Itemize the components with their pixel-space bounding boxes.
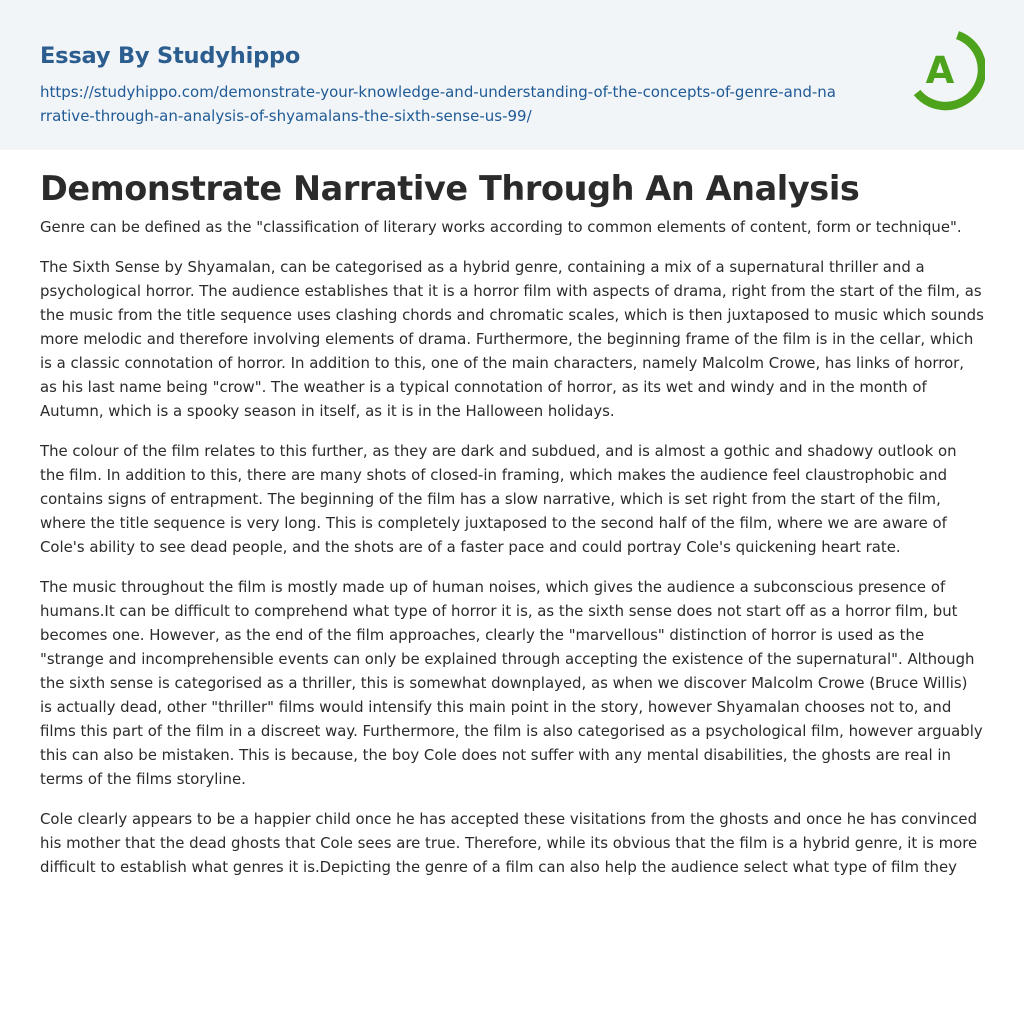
logo-letter: A <box>925 49 955 92</box>
paragraph-1: Genre can be defined as the "classification of literary works according to common elements of content, form or technique". <box>40 218 962 236</box>
studyhippo-logo-icon[interactable] <box>911 29 985 115</box>
paragraph-3: The colour of the film relates to this further, as they are dark and subdued, and is almost a gothic and shadowy outlook on the film. In addition to this, there are many shots of closed-in framing, which makes the audience feel claustrophobic and contains signs of entrapment. The beginning of the film has a slow narrative, which is set right from the start of the film, where the title sequence is very long. This is completely juxtaposed to the second half of the film, where we are aware of Cole's ability to see dead people, and the shots are of a faster pace and could portray Cole's quickening heart rate. <box>40 442 957 556</box>
page-title: Demonstrate Narrative Through An Analysis <box>40 169 860 208</box>
site-title[interactable]: Essay By Studyhippo <box>40 43 301 69</box>
paragraph-4: The music throughout the film is mostly made up of human noises, which gives the audience a subconscious presence of humans.It can be difficult to comprehend what type of horror it is, as the sixth sense does not start off as a horror film, but becomes one. However, as the end of the film approaches, clearly the "marvellous" distinction of horror is used as the "strange and incomprehensible events can only be explained through accepting the existence of the supernatural". Although the sixth sense is categorised as a thriller, this is somewhat downplayed, as when we discover Malcolm Crowe (Bruce Willis) is actually dead, other "thriller" films would intensify this main point in the story, however Shyamalan chooses not to, and films this part of the film in a discreet way. Furthermore, the film is also categorised as a psychological film, however arguably this can also be mistaken. This is because, the boy Cole does not suffer with any mental disabilities, the ghosts are real in terms of the films storyline. <box>40 578 983 788</box>
site-header <box>0 0 1024 150</box>
source-url-link[interactable]: https://studyhippo.com/demonstrate-your-knowledge-and-understanding-of-the-concepts-of-genre-and-narrative-through-an-analysis-of-shyamalans-the-sixth-sense-us-99/ <box>40 83 836 125</box>
paragraph-5: Cole clearly appears to be a happier child once he has accepted these visitations from the ghosts and once he has convinced his mother that the dead ghosts that Cole sees are true. Therefore, while its obvious that the film is a hybrid genre, it is more difficult to establish what genres it is.Depicting the genre of a film can also help the audience select what type of film they <box>40 810 978 876</box>
article-body <box>0 167 1024 879</box>
paragraph-2: The Sixth Sense by Shyamalan, can be categorised as a hybrid genre, containing a mix of a supernatural thriller and a psychological horror. The audience establishes that it is a horror film with aspects of drama, right from the start of the film, as the music from the title sequence uses clashing chords and chromatic scales, which is then juxtaposed to music which sounds more melodic and therefore involving elements of drama. Furthermore, the beginning frame of the film is in the cellar, which is a classic connotation of horror. In addition to this, one of the main characters, namely Malcolm Crowe, has links of horror, as his last name being "crow". The weather is a typical connotation of horror, as its wet and windy and in the month of Autumn, which is a spooky season in itself, as it is in the Halloween holidays. <box>40 258 984 420</box>
